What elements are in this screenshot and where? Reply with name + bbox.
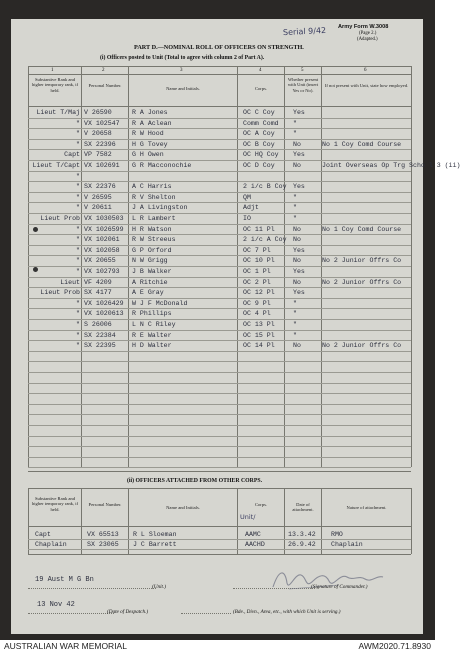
cell-corps: OC 12 Pl	[243, 289, 275, 297]
form-name: Army Form W.3008	[338, 24, 389, 30]
table-row	[11, 288, 423, 298]
cell-name: H R Watson	[132, 225, 172, 233]
cell-employed: No 1 Coy Comd Course	[322, 225, 402, 233]
cell-rank: "	[76, 172, 80, 180]
formation-dotted-line	[181, 613, 231, 614]
cell-number: SX 22376	[84, 183, 116, 191]
header-name: Name and Initials.	[166, 86, 200, 91]
row-rule	[28, 446, 411, 447]
table-row	[11, 225, 423, 235]
attached-cell-rank: Chaplain	[35, 541, 67, 548]
cell-number: VX 102061	[84, 236, 120, 244]
cell-number: S 26006	[84, 321, 112, 328]
cell-rank: Lieut Prob	[40, 289, 80, 297]
row-rule	[28, 372, 411, 373]
cell-employed: Joint Overseas Op Trg Scho l 3 (ii)	[322, 162, 461, 169]
cell-name: N W Grigg	[132, 257, 168, 265]
header-rank: Substantive Rank and higher temporary rank, if held.	[31, 77, 79, 93]
cell-present: No	[293, 225, 301, 233]
cell-name: R A Aclean	[132, 119, 172, 127]
cell-present: Yes	[293, 289, 305, 297]
table-top-line	[28, 66, 411, 67]
cell-number: VX 1030503	[84, 215, 124, 222]
column-number: 1	[51, 68, 54, 73]
table-row	[11, 331, 423, 341]
cell-rank: "	[76, 204, 80, 212]
cell-present: "	[293, 119, 297, 127]
row-rule	[28, 383, 411, 384]
attached-cell-date: 26.9.42	[288, 541, 316, 548]
attached-cell-name: R L Sloeman	[133, 531, 177, 538]
cell-rank: "	[76, 342, 80, 350]
cell-employed: No 2 Junior Offrs Co	[322, 278, 402, 286]
cell-rank: "	[76, 321, 80, 328]
cell-number: VF 4209	[84, 278, 112, 286]
cell-present: "	[293, 204, 297, 212]
column-number-line	[28, 74, 411, 75]
cell-present: No	[293, 257, 301, 265]
table-row	[11, 341, 423, 351]
cell-number: VX 1020613	[84, 310, 124, 318]
table-row	[11, 119, 423, 129]
cell-name: R A Jones	[132, 109, 168, 116]
attached-cell-number: VX 65513	[87, 531, 119, 538]
cell-number: V 26595	[84, 193, 112, 201]
attached-cell-date: 13.3.42	[288, 531, 316, 538]
attached-bottom-line	[28, 554, 411, 555]
cell-present: "	[293, 215, 297, 222]
cell-rank: "	[76, 310, 80, 318]
cell-rank: "	[76, 268, 80, 275]
table-row	[11, 246, 423, 256]
cell-present: No	[293, 236, 301, 244]
cell-present: Yes	[293, 151, 305, 159]
formation-label: (Bde., Divn., Area, etc., with which Unit is serving.)	[233, 609, 341, 615]
cell-corps: OC 15 Pl	[243, 331, 275, 339]
table-row	[11, 214, 423, 224]
cell-corps: OC 14 Pl	[243, 342, 275, 350]
cell-rank: Lieut T/Maj	[36, 109, 80, 116]
table-row	[11, 129, 423, 139]
cell-employed: No 2 Junior Offrs Co	[322, 342, 402, 350]
column-number: 6	[364, 68, 367, 73]
serial-number: Serial 9/42	[282, 25, 327, 38]
cell-corps: 2 i/c B Coy	[243, 183, 287, 191]
form-sheet	[11, 19, 461, 634]
cell-employed: No 1 Coy Comd Course	[322, 140, 402, 148]
cell-number: VX 102547	[84, 119, 120, 127]
attached-header-name: Name and Initials.	[166, 505, 200, 510]
header-present: Whether present with Unit (insert Yes or No).	[287, 77, 319, 93]
cell-corps: Comm Comd	[243, 119, 279, 127]
row-rule	[28, 467, 411, 468]
cell-rank: Lieut T/Capt	[32, 162, 80, 169]
cell-corps: OC 2 Pl	[243, 278, 271, 286]
cell-present: No	[293, 140, 301, 148]
attached-cell-nature: RMO	[331, 531, 343, 538]
table-row	[11, 203, 423, 213]
table-row	[11, 299, 423, 309]
cell-rank: "	[76, 183, 80, 191]
cell-rank: Lieut	[60, 278, 80, 286]
cell-number: V 20611	[84, 204, 112, 212]
cell-number: SX 4177	[84, 289, 112, 297]
table-row	[11, 150, 423, 160]
cell-name: H D Walter	[132, 342, 172, 350]
cell-name: R V Shelton	[132, 193, 176, 201]
header-personal-number: Personal Number.	[88, 83, 122, 88]
cell-present: "	[293, 331, 297, 339]
row-rule	[28, 393, 411, 394]
table-row	[11, 267, 423, 277]
cell-name: W J F McDonald	[132, 299, 188, 307]
cell-rank: "	[76, 193, 80, 201]
cell-number: SX 22384	[84, 331, 116, 339]
attached-header-number: Personal Number.	[88, 502, 122, 507]
cell-corps: OC 13 Pl	[243, 321, 275, 328]
cell-rank: "	[76, 130, 80, 138]
row-rule	[28, 414, 411, 415]
cell-name: L R Lambert	[132, 215, 176, 222]
cell-number: V 20658	[84, 130, 112, 138]
cell-corps: OC C Coy	[243, 109, 275, 116]
column-number: 3	[180, 68, 183, 73]
cell-number: V 26590	[84, 109, 112, 116]
section-divider	[28, 471, 411, 472]
cell-present: Yes	[293, 246, 305, 254]
footer-reference: AWM2020.71.8930	[358, 641, 431, 651]
cell-name: H G Tovey	[132, 140, 168, 148]
attached-cell-number: SX 23065	[87, 541, 119, 548]
cell-rank: "	[76, 299, 80, 307]
cell-name: J B Walker	[132, 268, 172, 275]
cell-name: A E Gray	[132, 289, 164, 297]
row-rule	[28, 361, 411, 362]
cell-corps: OC 9 Pl	[243, 299, 271, 307]
cell-name: L N C Riley	[132, 321, 176, 328]
table-row	[11, 108, 423, 118]
archive-footer	[0, 640, 435, 653]
table-row	[11, 182, 423, 192]
cell-present: No	[293, 278, 301, 286]
cell-name: R Phillips	[132, 310, 172, 318]
cell-corps: OC D Coy	[243, 162, 275, 169]
cell-rank: "	[76, 246, 80, 254]
row-rule	[28, 549, 411, 550]
attached-cell-corps: AACHD	[245, 541, 265, 548]
cell-corps: OC 4 Pl	[243, 310, 271, 318]
cell-present: "	[293, 321, 297, 328]
cell-name: R W Streeus	[132, 236, 176, 244]
row-rule	[28, 436, 411, 437]
attached-cell-corps: AAMC	[245, 531, 261, 538]
section-one-title: (i) Officers posted to Unit (Total to agree with column 2 of Part A).	[100, 55, 265, 61]
column-number: 5	[301, 68, 304, 73]
table-row	[11, 320, 423, 330]
unit-label: (Unit.)	[152, 584, 166, 590]
punch-hole	[33, 267, 38, 272]
cell-name: A Ritchie	[132, 278, 168, 286]
cell-number: VP 7582	[84, 151, 112, 159]
cell-rank: Lieut Prob	[40, 215, 80, 222]
table-row	[11, 193, 423, 203]
cell-present: "	[293, 193, 297, 201]
cell-present: Yes	[293, 268, 305, 275]
cell-name: R W Hood	[132, 130, 164, 138]
row-rule	[28, 425, 411, 426]
attached-cell-rank: Capt	[35, 531, 51, 538]
signature-label: (Signature of Commander.)	[311, 584, 368, 590]
attached-header-nature: Nature of attachment.	[346, 505, 387, 510]
cell-present: "	[293, 310, 297, 318]
cell-present: Yes	[293, 183, 305, 191]
footer-institution: AUSTRALIAN WAR MEMORIAL	[4, 641, 127, 651]
cell-rank: "	[76, 119, 80, 127]
attached-cell-name: J C Barrett	[133, 541, 177, 548]
cell-corps: OC 10 Pl	[243, 257, 275, 265]
form-adapted: (Adapted.)	[357, 37, 378, 42]
attached-header-corps: Corps.	[254, 502, 268, 507]
unit-dotted-line	[28, 588, 156, 589]
cell-corps: 2 i/c A Coy	[243, 236, 287, 244]
cell-rank: "	[76, 236, 80, 244]
cell-number: SX 22395	[84, 342, 116, 350]
cell-number: VX 1026429	[84, 299, 124, 307]
attached-header-bottom	[28, 526, 411, 527]
cell-corps: OC 1 Pl	[243, 268, 271, 275]
cell-corps: OC B Coy	[243, 140, 275, 148]
unit-note: Unit/	[240, 513, 256, 521]
cell-corps: OC HQ Coy	[243, 151, 279, 159]
cell-present: "	[293, 130, 297, 138]
cell-number: VX 102793	[84, 268, 120, 275]
table-row	[11, 140, 423, 150]
cell-corps: OC 7 Pl	[243, 246, 271, 254]
cell-number: VX 102058	[84, 246, 120, 254]
attached-cell-nature: Chaplain	[331, 541, 363, 548]
cell-present: No	[293, 342, 301, 350]
cell-rank: "	[76, 140, 80, 148]
cell-number: VX 102691	[84, 162, 120, 169]
attached-top-line	[28, 488, 411, 489]
header-corps: Corps.	[254, 86, 268, 91]
table-row	[11, 256, 423, 266]
form-page: (Page 2.)	[359, 31, 377, 36]
table-row	[11, 278, 423, 288]
cell-name: A C Harris	[132, 183, 172, 191]
cell-rank: "	[76, 257, 80, 265]
punch-hole	[33, 227, 38, 232]
column-number: 2	[102, 68, 105, 73]
cell-name: J A Livingston	[132, 204, 188, 212]
cell-number: VX 1026599	[84, 225, 124, 233]
cell-rank: "	[76, 331, 80, 339]
cell-name: R E Walter	[132, 331, 172, 339]
attached-header-rank: Substantive Rank and higher temporary rank, if held.	[31, 496, 79, 512]
table-row	[11, 309, 423, 319]
cell-rank: Capt	[64, 151, 80, 159]
cell-corps: OC 11 Pl	[243, 225, 275, 233]
section-two-title: (ii) OFFICERS ATTACHED FROM OTHER CORPS.	[127, 478, 263, 484]
row-rule	[28, 404, 411, 405]
cell-corps: QM	[243, 193, 251, 201]
header-employment: If not present with Unit, state how employed.	[324, 83, 409, 88]
cell-present: Yes	[293, 109, 305, 116]
despatch-value: 13 Nov 42	[37, 601, 75, 609]
despatch-dotted-line	[28, 613, 114, 614]
table-row	[11, 235, 423, 245]
cell-present: No	[293, 162, 301, 169]
cell-name: G R Macconochie	[132, 162, 192, 169]
cell-name: G H Owen	[132, 151, 164, 159]
cell-rank: "	[76, 225, 80, 233]
attached-header-date: Date of attachment.	[292, 502, 314, 513]
cell-corps: IO	[243, 215, 251, 222]
cell-employed: No 2 Junior Offrs Co	[322, 257, 402, 265]
column-number: 4	[259, 68, 262, 73]
despatch-label: (Date of Despatch.)	[107, 609, 149, 615]
header-bottom-line	[28, 106, 411, 107]
cell-present: "	[293, 299, 297, 307]
unit-value: 19 Aust M G Bn	[35, 576, 94, 584]
cell-name: G P Orford	[132, 246, 172, 254]
cell-number: SX 22396	[84, 140, 116, 148]
table-row	[11, 172, 423, 182]
cell-number: VX 20655	[84, 257, 116, 265]
part-title: PART D.—NOMINAL ROLL OF OFFICERS ON STRENGTH.	[134, 44, 304, 51]
cell-corps: Adjt	[243, 204, 259, 212]
table-row	[11, 161, 461, 171]
row-rule	[28, 457, 411, 458]
cell-corps: OC A Coy	[243, 130, 275, 138]
